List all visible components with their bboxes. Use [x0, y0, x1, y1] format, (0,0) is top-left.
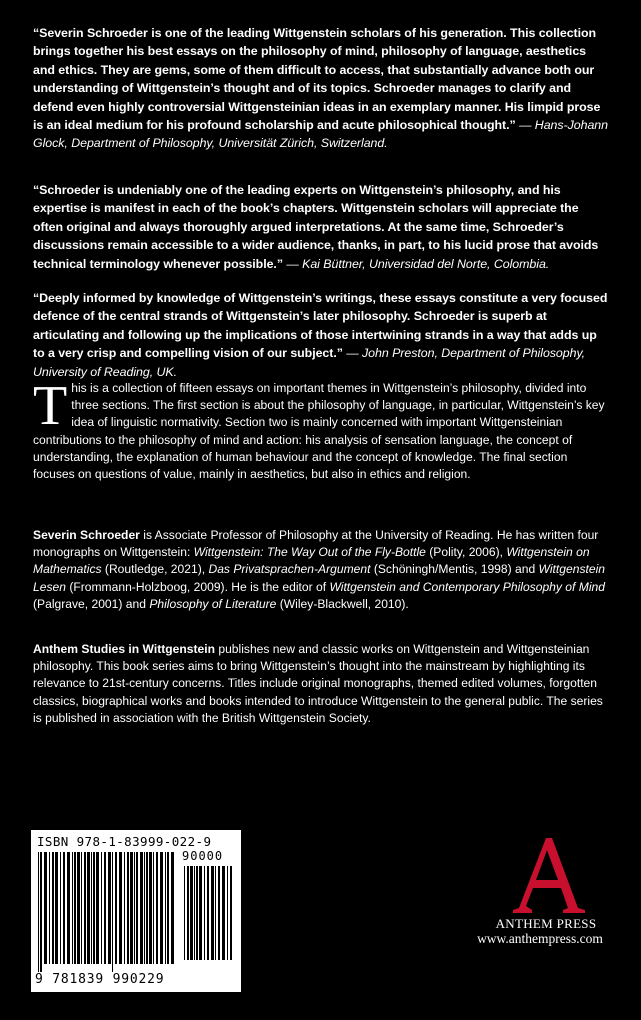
book-title: Wittgenstein and Contemporary Philosophy of Mind — [329, 579, 605, 594]
book-description — [33, 375, 611, 483]
series-text: publishes new and classic works on Wittgenstein and Wittgensteinian philosophy. This book series aims to bring Wittgenstein’s thought into the mainstream by highlighting its relevance to 21st-century concerns. Titles include original monographs, themed edited volumes, forgotten classics, biographical works and books intended to introduce Wittgenstein to the general public. The series is published in association with the British Wittgenstein Society. — [33, 642, 603, 725]
book-title: Das Privatsprachen-Argument — [208, 562, 371, 577]
review-quote: “Severin Schroeder is one of the leading Wittgenstein scholars of his generation. This collection brings together his best essays on the philosophy of mind, philosophy of language, aesthetics and ethics. They are gems, some of them difficult to access, that substantially advance both our understanding of Wittgenstein’s thought and of its topics. Schroeder manages to clarify and defend even highly controversial Wittgensteinian ideas in an exemplary manner. His limpid prose is an ideal medium for his profound scholarship and acute philosophical thought.” — [33, 26, 601, 133]
publisher-url[interactable]: www.anthempress.com — [477, 931, 603, 946]
review-glock — [33, 24, 611, 153]
ean-number: 9 781839 990229 — [35, 972, 165, 987]
description-text: his is a collection of fifteen essays on important themes in Wittgenstein’s philosophy, divided into three sections. The first section is about the philosophy of language, in particular, Wittgenstein’s key idea of linguistic normativity. Section two is mainly concerned with important Wittgensteinian contributions to the philosophy of mind and action: his analysis of sensation language, the concept of understanding, the explanation of human behaviour and the concept of knowledge. The final section focuses on questions of value, mainly in aesthetics, but also in ethics and religion. — [33, 381, 605, 482]
addon-barcode-icon — [183, 866, 235, 968]
book-title: Philosophy of Literature — [149, 596, 277, 611]
book-title: Wittgenstein Lesen — [33, 562, 605, 594]
author-bio — [33, 527, 611, 613]
review-attribution: — Hans-Johann Glock, Department of Philosophy, Universität Zürich, Switzerland. — [33, 118, 608, 151]
author-bio-text: is Associate Professor of Philosophy at the University of Reading. He has written four monographs on Wittgenstein: — [33, 528, 599, 560]
review-attribution: — Kai Büttner, Universidad del Norte, Colombia. — [286, 256, 550, 271]
author-bio-text: (Routledge, 2021), — [101, 562, 209, 577]
author-bio-text: (Wiley-Blackwell, 2010). — [276, 596, 409, 611]
series-name: Anthem Studies in Wittgenstein — [33, 642, 215, 656]
review-attribution: — John Preston, Department of Philosophy, University of Reading, UK. — [33, 346, 586, 379]
ean13-barcode-icon — [37, 852, 175, 972]
review-quote: “Schroeder is undeniably one of the leading experts on Wittgenstein’s philosophy, and his expertise is manifest in each of the book’s chapters. Wittgenstein scholars will appreciate the often original and always thoroughly argued interpretations. At the same time, Schroeder’s discussions remain accessible to a wider audience, thanks, in part, to his lucid prose that avoids technical terminology whenever possible.” — [33, 183, 599, 271]
isbn-label: ISBN 978-1-83999-022-9 — [37, 834, 212, 849]
author-bio-text: (Palgrave, 2001) and — [33, 596, 150, 611]
book-title: Wittgenstein: The Way Out of the Fly-Bottle — [193, 545, 426, 560]
author-bio-text: (Frommann-Holzboog, 2009). He is the editor of — [65, 579, 330, 594]
author-bio-text: (Polity, 2006), — [425, 545, 507, 560]
publisher-logo — [478, 836, 618, 986]
author-bio-text: (Schöningh/Mentis, 1998) and — [370, 562, 539, 577]
publisher-name: ANTHEM PRESS — [495, 916, 597, 931]
isbn-barcode — [31, 830, 241, 992]
series-description — [33, 641, 611, 727]
author-name: Severin Schroeder — [33, 528, 140, 542]
price-addon-label: 90000 — [182, 849, 224, 863]
anthem-a-logo-icon — [505, 836, 587, 914]
book-title: Wittgenstein on Mathematics — [33, 545, 590, 577]
review-preston — [33, 289, 611, 381]
review-buttner — [33, 181, 611, 273]
drop-cap: T — [33, 375, 68, 437]
review-quote: “Deeply informed by knowledge of Wittgenstein’s writings, these essays constitute a very focused defence of the central strands of Wittgenstein’s later philosophy. Schroeder is superb at articulating and following up the implications of those intertwining strands in a way that adds up to a very crisp and compelling vision of our subject.” — [33, 291, 608, 361]
